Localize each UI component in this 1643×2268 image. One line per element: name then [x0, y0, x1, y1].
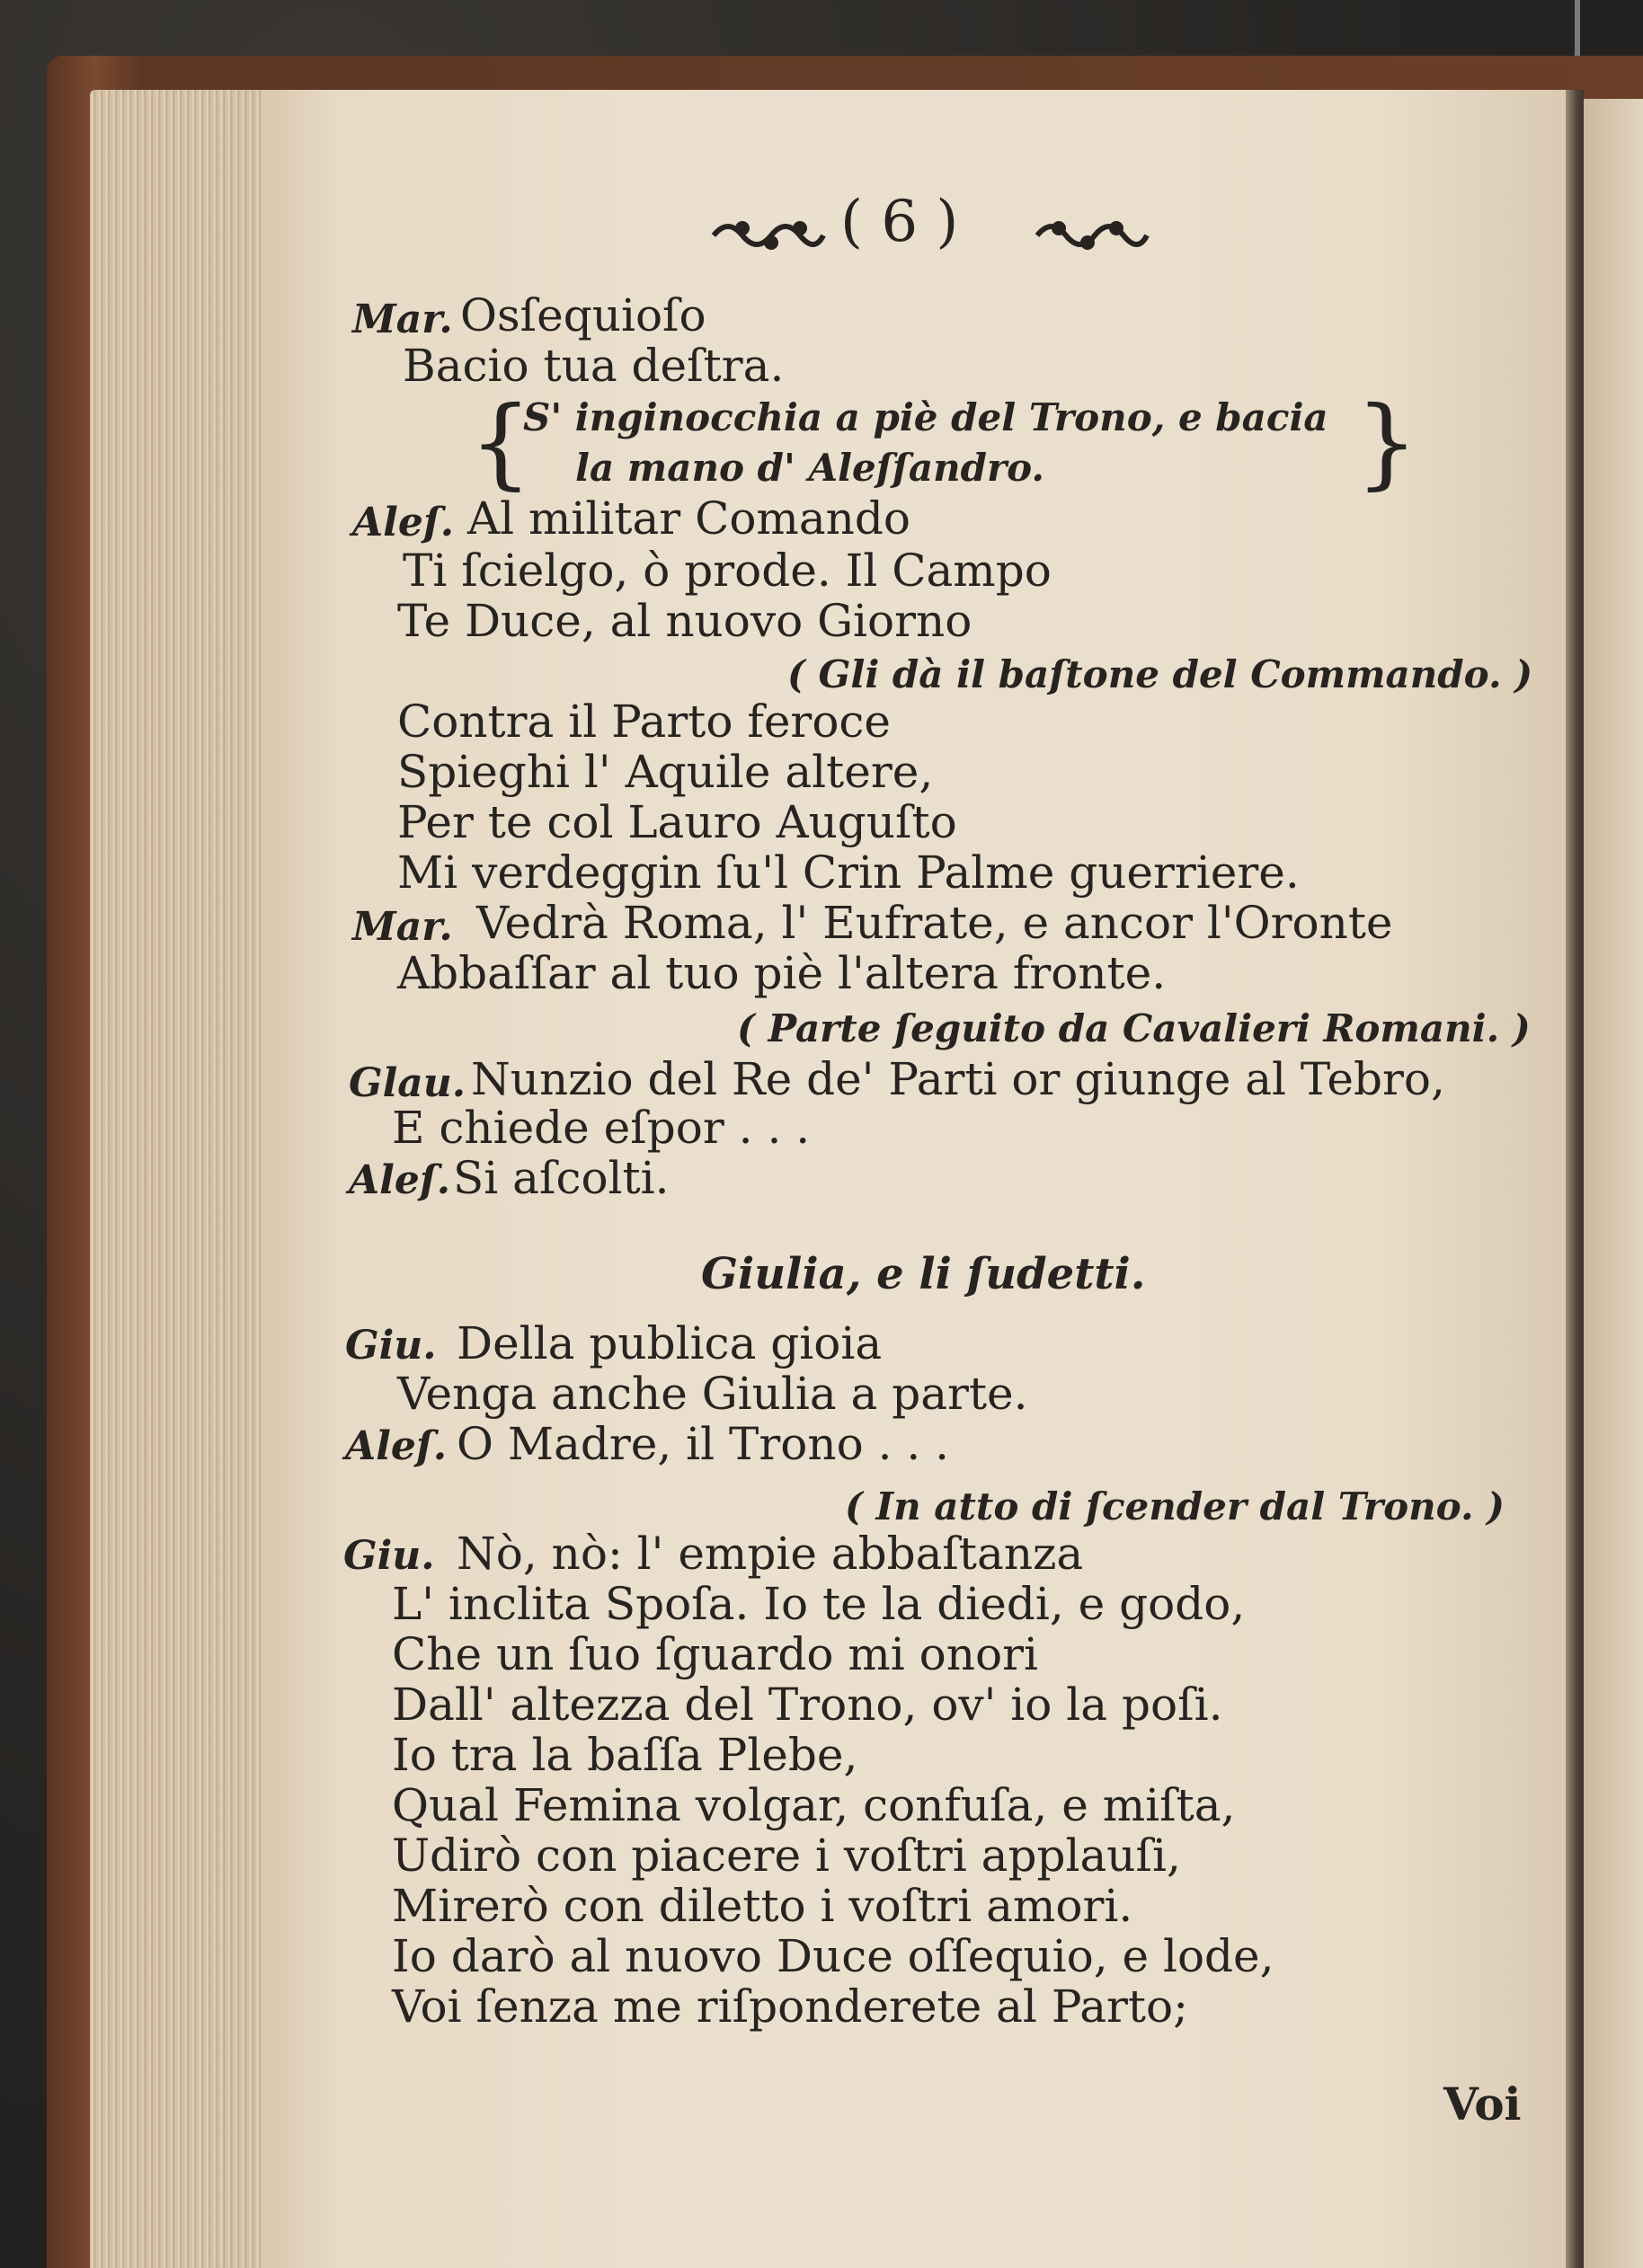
facing-page	[1584, 99, 1643, 2268]
stage-direction: ( Parte ſeguito da Cavalieri Romani. )	[737, 1006, 1531, 1050]
page-edges	[90, 90, 270, 2268]
verse-line: Si aſcolti.	[453, 1152, 670, 1204]
verse-line: Nunzio del Re de' Parti or giunge al Tebro,	[471, 1053, 1445, 1105]
verse-line: Dall' altezza del Trono, ov' io la poſi.	[392, 1679, 1223, 1731]
stage-direction: la mano d' Aleſſandro.	[575, 446, 1045, 490]
verse-line: Voi ſenza me riſponderete al Parto;	[392, 1980, 1188, 2033]
ornament-icon	[1034, 208, 1150, 262]
verse-line: L' inclita Spoſa. Io te la diedi, e godo,	[392, 1578, 1246, 1630]
verse-line: Che un ſuo ſguardo mi onori	[392, 1628, 1038, 1680]
verse-line: Contra il Parto feroce	[397, 695, 892, 748]
verse-line: Mirerò con diletto i voſtri amori.	[392, 1880, 1133, 1932]
ornament-icon	[710, 208, 827, 262]
verse-line: Te Duce, al nuovo Giorno	[397, 595, 972, 647]
stage-direction: S' inginocchia a piè del Trono, e bacia	[523, 395, 1328, 439]
verse-line: Io darò al nuovo Duce oſſequio, e lode,	[392, 1930, 1274, 1982]
verse-line: Della publica gioia	[457, 1317, 883, 1369]
verse-line: Udirò con piacere i voſtri applauſi,	[392, 1829, 1181, 1882]
verse-line: Venga anche Giulia a parte.	[397, 1368, 1028, 1420]
page-number: ( 6 )	[840, 189, 959, 255]
page-header	[710, 189, 1159, 277]
stage-direction: ( In atto di ſcender dal Trono. )	[845, 1484, 1505, 1528]
right-brace: }	[1355, 385, 1418, 500]
verse-line: Al militar Comando	[467, 492, 910, 545]
speaker-label: Glau.	[349, 1060, 466, 1106]
verse-line: Abbaſſar al tuo piè l'altera fronte.	[397, 947, 1167, 999]
speaker-label: Aleſ.	[349, 1157, 451, 1203]
verse-line: Bacio tua deſtra.	[403, 340, 785, 392]
verse-line: Qual Femina volgar, confuſa, e miſta,	[392, 1779, 1236, 1831]
catchword: Voi	[1443, 2078, 1522, 2131]
verse-line: Osſequioſo	[460, 289, 706, 341]
speaker-label: Mar.	[352, 904, 453, 950]
speaker-label: Aleſ.	[345, 1423, 448, 1469]
verse-line: Per te col Lauro Auguſto	[397, 796, 957, 848]
gutter	[1566, 90, 1584, 2268]
verse-line: Mi verdeggin ſu'l Crin Palme guerriere.	[397, 846, 1300, 899]
speaker-label: Mar.	[352, 297, 453, 342]
left-brace: {	[469, 385, 532, 500]
verse-line: E chiede eſpor . . .	[392, 1102, 811, 1154]
verse-line: Io tra la baſſa Plebe,	[392, 1729, 858, 1781]
stage-direction: ( Gli dà il baſtone del Commando. )	[787, 652, 1533, 696]
verse-line: Nò, nò: l' empie abbaſtanza	[457, 1528, 1084, 1580]
verse-line: Vedrà Roma, l' Eufrate, e ancor l'Oronte	[476, 897, 1393, 949]
speaker-label: Aleſ.	[352, 500, 455, 545]
speaker-label: Giu.	[345, 1323, 437, 1369]
verse-line: Ti ſcielgo, ò prode. Il Campo	[403, 545, 1052, 597]
speaker-label: Giu.	[343, 1533, 435, 1579]
scene-heading: Giulia, e li ſudetti.	[701, 1249, 1146, 1299]
verse-line: Spieghi l' Aquile altere,	[397, 746, 934, 798]
verse-line: O Madre, il Trono . . .	[457, 1418, 950, 1470]
